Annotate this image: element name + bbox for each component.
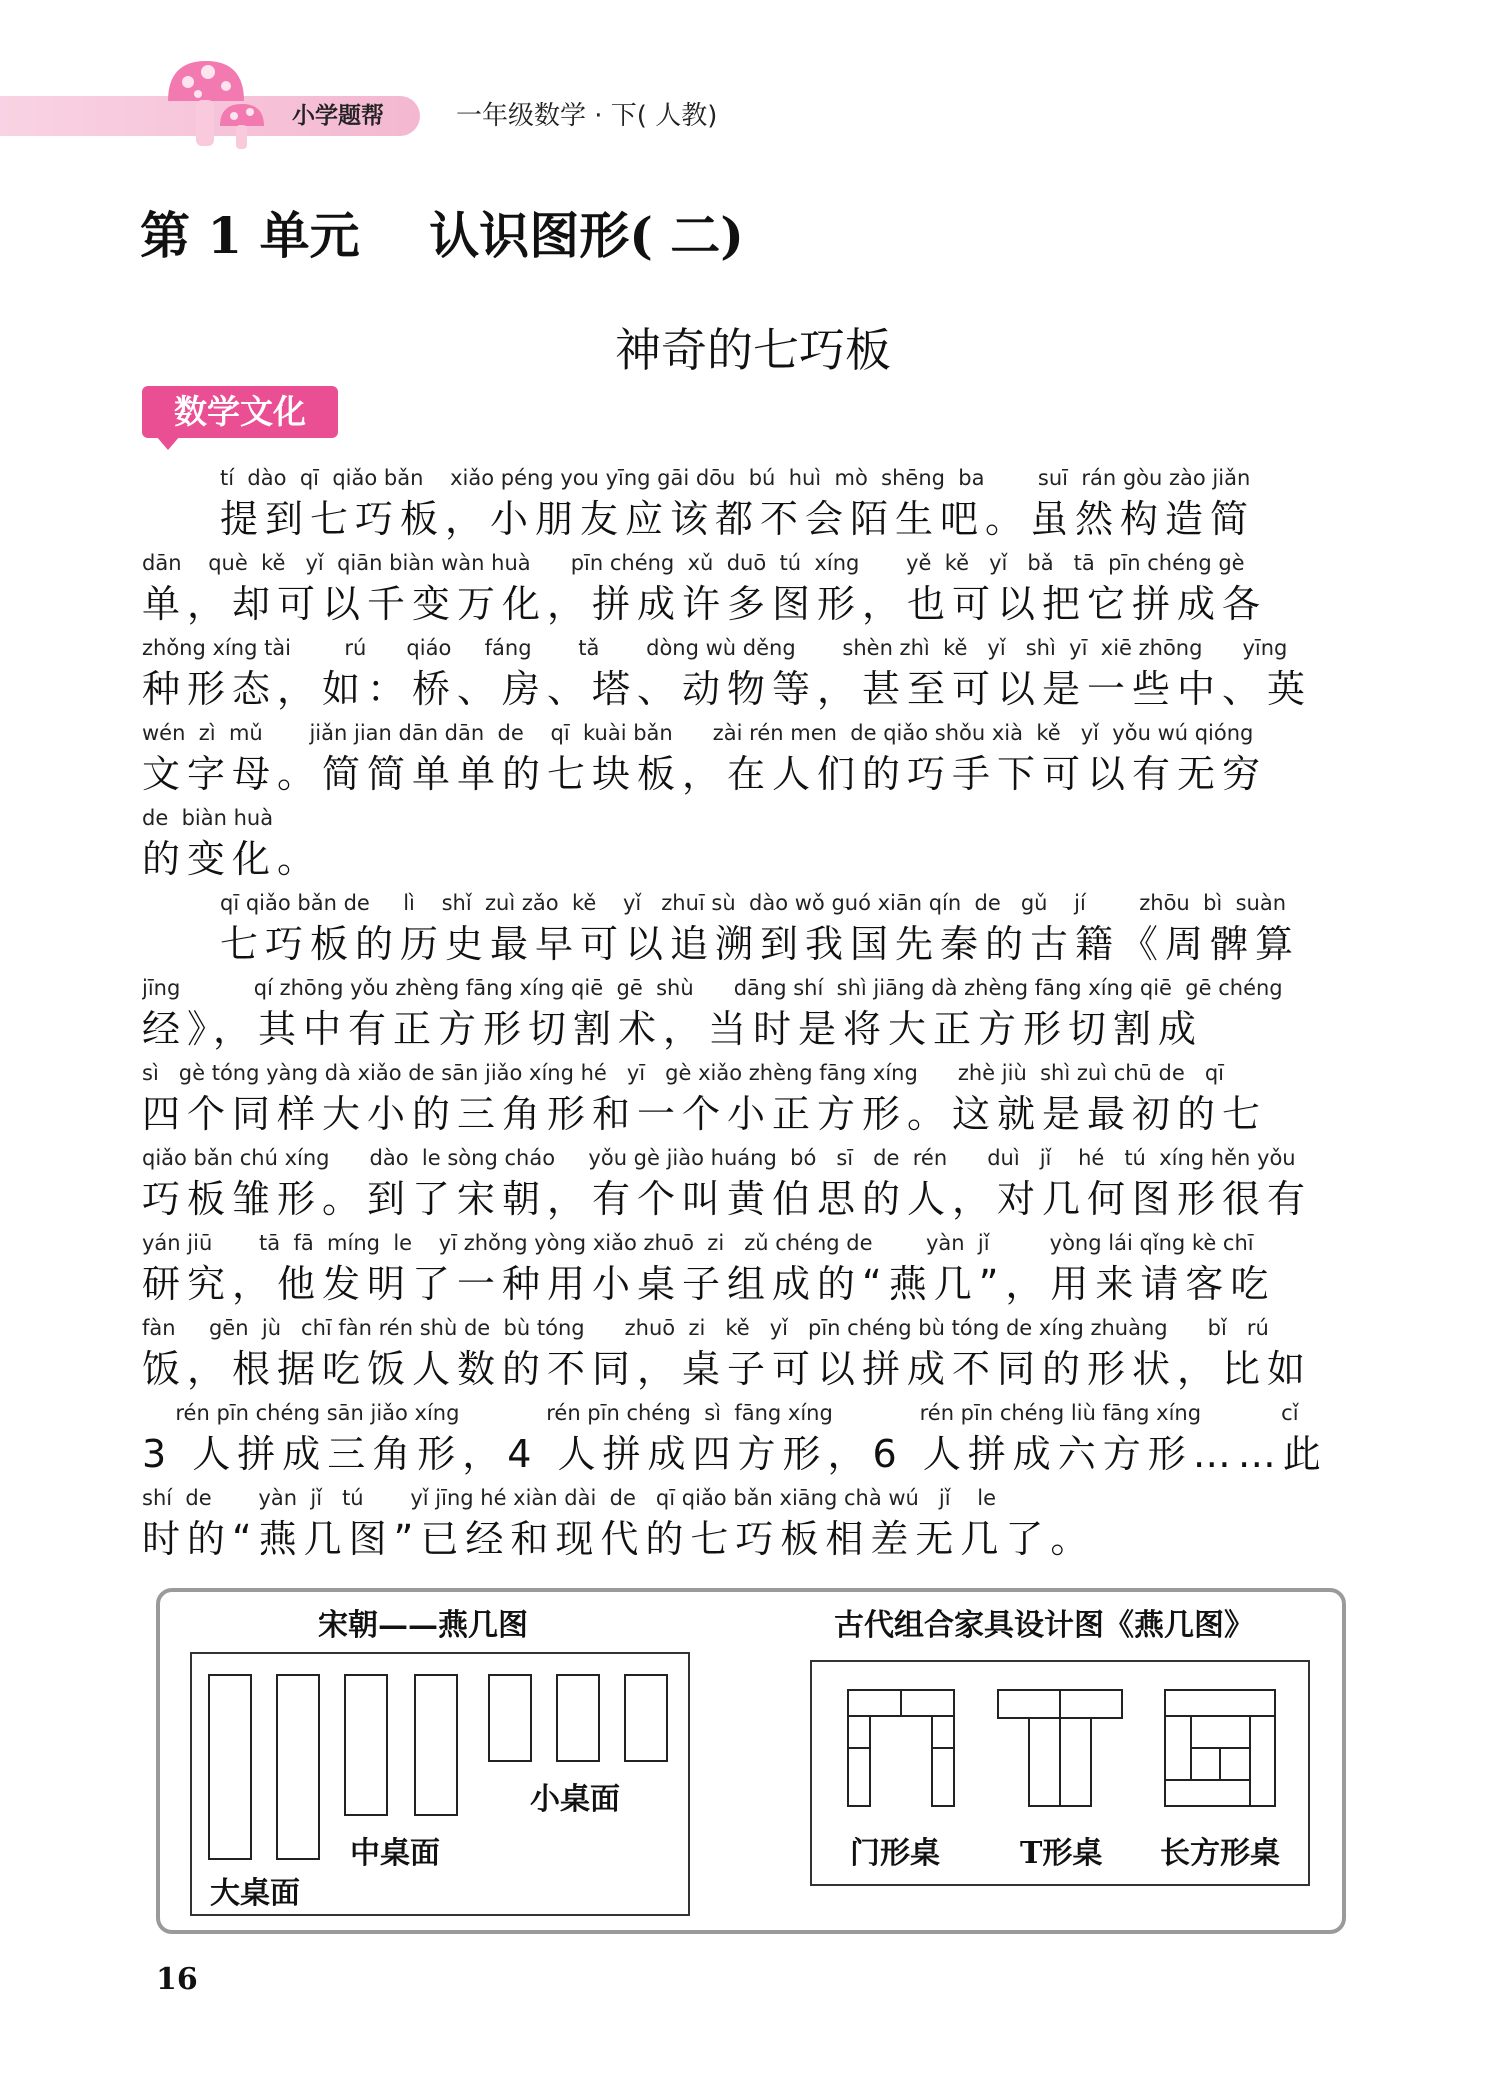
pinyin-line: de biàn huà [142, 806, 274, 830]
section-tag: 数学文化 [142, 386, 338, 438]
text-line: 经》，其中有正方形切割术，当时是将大正方形切割成 [142, 1007, 1204, 1051]
pinyin-line: tí dào qī qiǎo bǎn xiǎo péng you yīng gāi dōu bú huì mò shēng ba suī rán gòu zào jiǎn [220, 466, 1251, 490]
label-rect-table: 长方形桌 [1160, 1836, 1280, 1871]
pinyin-line: wén zì mǔ jiǎn jian dān dān de qī kuài bǎn zài rén men de qiǎo shǒu xià kě yǐ yǒu wú qióng [142, 721, 1254, 745]
text-line: 研究，他发明了一种用小桌子组成的“燕几”，用来请客吃 [142, 1262, 1276, 1306]
pinyin-line: zhǒng xíng tài rú qiáo fáng tǎ dòng wù děng shèn zhì kě yǐ shì yī xiē zhōng yīng [142, 636, 1288, 660]
medium-table-rect [344, 1674, 388, 1816]
section-tag-tail [156, 436, 180, 450]
label-large-table: 大桌面 [210, 1876, 300, 1911]
pinyin-line: jīng qí zhōng yǒu zhèng fāng xíng qiē gē shù dāng shí shì jiāng dà zhèng fāng xíng qiē gē chéng [142, 976, 1283, 1000]
text-line: 七巧板的历史最早可以追溯到我国先秦的古籍《周髀算 [220, 922, 1301, 966]
small-table-rect [556, 1674, 600, 1762]
large-table-rect [276, 1674, 320, 1860]
lesson-title: 神奇的七巧板 [615, 323, 891, 377]
text-line: 文字母。简简单单的七块板，在人们的巧手下可以有无穷 [142, 752, 1268, 796]
header-book-title: 一年级数学 · 下( 人教) [456, 101, 718, 131]
pinyin-line: qiǎo bǎn chú xíng dào le sòng cháo yǒu gè jiào huáng bó sī de rén duì jǐ hé tú xíng hěn yǒu [142, 1146, 1296, 1170]
page-number: 16 [156, 1962, 198, 1997]
text-line: 种形态，如：桥、房、塔、动物等，甚至可以是一些中、英 [142, 667, 1313, 711]
pinyin-line: rén pīn chéng sān jiǎo xíng rén pīn chéng sì fāng xíng rén pīn chéng liù fāng xíng cǐ [142, 1401, 1299, 1425]
large-table-rect [208, 1674, 252, 1860]
label-medium-table: 中桌面 [350, 1836, 440, 1871]
small-table-rect [624, 1674, 668, 1762]
text-line: 巧板雏形。到了宋朝，有个叫黄伯思的人，对几何图形很有 [142, 1177, 1313, 1221]
text-line: 四个同样大小的三角形和一个小正方形。这就是最初的七 [142, 1092, 1268, 1136]
label-door-table: 门形桌 [850, 1836, 940, 1871]
pinyin-line: sì gè tóng yàng dà xiǎo de sān jiǎo xíng hé yī gè xiǎo zhèng fāng xíng zhè jiù shì zuì chū de qī [142, 1061, 1224, 1085]
label-small-table: 小桌面 [530, 1782, 620, 1817]
label-t-table: T形桌 [1020, 1836, 1103, 1871]
text-line: 3 人拼成三角形，4 人拼成四方形，6 人拼成六方形……此 [142, 1432, 1328, 1476]
text-line: 的变化。 [142, 837, 323, 881]
text-line: 提到七巧板，小朋友应该都不会陌生吧。虽然构造简 [220, 497, 1256, 541]
pinyin-line: shí de yàn jǐ tú yǐ jīng hé xiàn dài de qī qiǎo bǎn xiāng chà wú jǐ le [142, 1486, 996, 1510]
text-line: 时的“燕几图”已经和现代的七巧板相差无几了。 [142, 1517, 1096, 1561]
small-table-rect [488, 1674, 532, 1762]
figure-left-title: 宋朝——燕几图 [318, 1608, 528, 1643]
header-brand: 小学题帮 [292, 103, 384, 129]
mushroom-logo-icon [158, 56, 278, 151]
pinyin-line: dān què kě yǐ qiān biàn wàn huà pīn chéng xǔ duō tú xíng yě kě yǐ bǎ tā pīn chéng gè [142, 551, 1245, 575]
unit-title: 第 1 单元 认识图形( 二) [140, 206, 744, 265]
medium-table-rect [414, 1674, 458, 1816]
text-line: 单，却可以千变万化，拼成许多图形，也可以把它拼成各 [142, 582, 1268, 626]
pinyin-line: fàn gēn jù chī fàn rén shù de bù tóng zhuō zi kě yǐ pīn chéng bù tóng de xíng zhuàng bǐ rú [142, 1316, 1269, 1340]
figure-right-title: 古代组合家具设计图《燕几图》 [834, 1608, 1254, 1643]
text-line: 饭，根据吃饭人数的不同，桌子可以拼成不同的形状，比如 [142, 1347, 1313, 1391]
pinyin-line: yán jiū tā fā míng le yī zhǒng yòng xiǎo zhuō zi zǔ chéng de yàn jǐ yòng lái qǐng kè chī [142, 1231, 1254, 1255]
pinyin-line: qī qiǎo bǎn de lì shǐ zuì zǎo kě yǐ zhuī sù dào wǒ guó xiān qín de gǔ jí zhōu bì suàn [220, 891, 1287, 915]
